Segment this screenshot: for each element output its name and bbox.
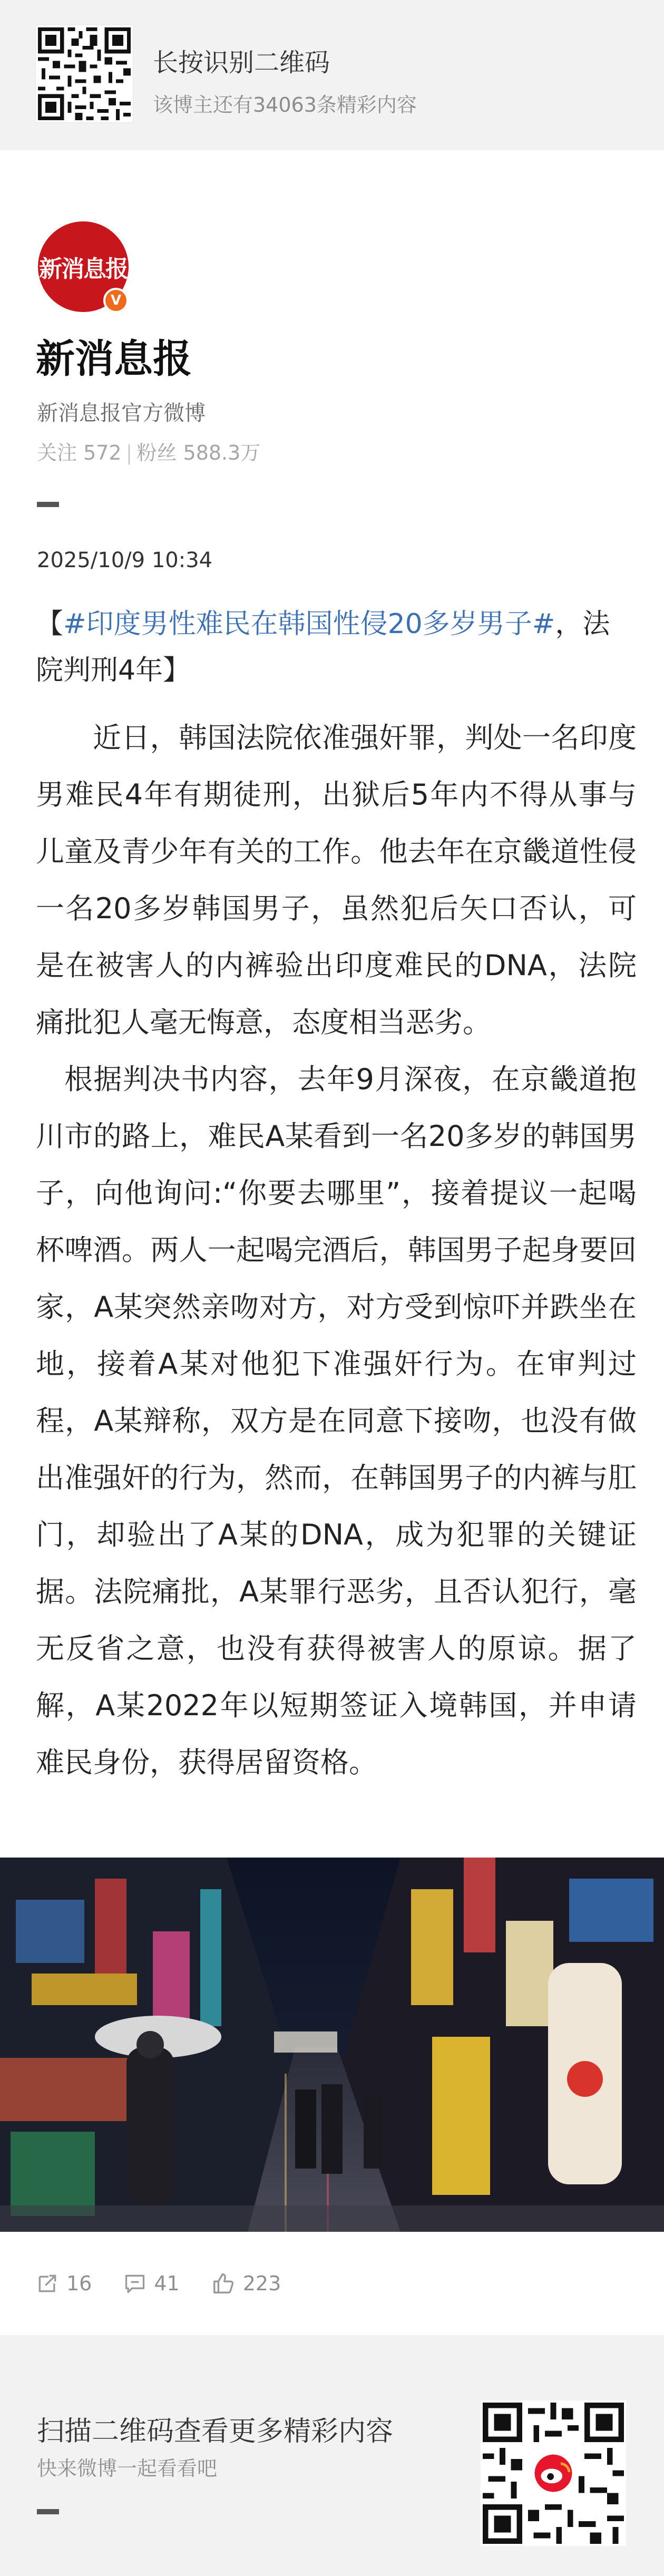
stats-divider: | (125, 441, 133, 464)
banner-subtitle: 该博主还有34063条精彩内容 (153, 93, 417, 116)
fans-count[interactable]: 粉丝 588.3万 (136, 441, 261, 464)
comment-icon (123, 2272, 147, 2295)
bottom-banner-subtitle: 快来微博一起看看吧 (37, 2457, 218, 2480)
post-image[interactable] (0, 1858, 664, 2232)
qr-code-top[interactable] (36, 25, 133, 122)
verified-badge-icon: V (103, 288, 129, 313)
post-headline (36, 601, 637, 694)
bottom-divider (37, 2509, 59, 2514)
headline-rest: ，法院判刑4年】 (36, 608, 610, 686)
author-name[interactable]: 新消息报 (36, 336, 192, 382)
banner-title: 长按识别二维码 (153, 48, 330, 77)
hashtag-link[interactable]: #印度男性难民在韩国性侵20多岁男子# (63, 608, 555, 640)
thumbs-up-icon (211, 2271, 236, 2296)
repost-count: 16 (66, 2272, 92, 2295)
post-paragraph-1: 近日，韩国法院依准强奸罪，判处一名印度男难民4年有期徒刑，出狱后5年内不得从事与儿童及青少年有关的工作。他去年在京畿道性侵一名20多岁韩国男子，虽然犯后矢口否认，可是在被害人的内裤验出印度难民的DNA，法院痛批犯人毫无悔意，态度相当恶劣。 (36, 721, 637, 1039)
like-button[interactable] (211, 2271, 281, 2296)
post-actions-bar (36, 2267, 313, 2300)
post-timestamp: 2025/10/9 10:34 (37, 548, 213, 572)
author-description: 新消息报官方微博 (37, 401, 206, 425)
headline-open-bracket: 【 (36, 608, 64, 640)
top-qr-banner (0, 0, 664, 150)
post-paragraph-2: 根据判决书内容，去年9月深夜，在京畿道抱川市的路上，难民A某看到一名20多岁的韩国男子，向他询问:“你要去哪里”，接着提议一起喝杯啤酒。两人一起喝完酒后，韩国男子起身要回家，A某突然亲吻对方，对方受到惊吓并跌坐在地，接着A某对他犯下准强奸行为。在审判过程，A某辩称，双方是在同意下接吻，也没有做出准强奸的行为，然而，在韩国男子的内裤与肛门，却验出了A某的DNA，成为犯罪的关键证据。法院痛批，A某罪行恶劣，且否认犯行，毫无反省之意，也没有获得被害人的原谅。据了解，A某2022年以短期签证入境韩国，并申请难民身份，获得居留资格。 (36, 1063, 637, 1779)
qr-code-bottom[interactable] (481, 2400, 626, 2546)
repost-icon (36, 2272, 59, 2295)
bottom-qr-banner (0, 2335, 664, 2576)
comment-count: 41 (154, 2272, 180, 2295)
author-stats (37, 436, 260, 465)
comment-button[interactable] (123, 2272, 179, 2295)
bottom-banner-title: 扫描二维码查看更多精彩内容 (37, 2416, 394, 2447)
avatar-logo-text: 新消息报 (39, 256, 128, 283)
follow-count[interactable]: 关注 572 (37, 441, 122, 464)
like-count: 223 (242, 2272, 281, 2295)
repost-button[interactable] (36, 2272, 92, 2295)
section-divider (37, 502, 59, 507)
